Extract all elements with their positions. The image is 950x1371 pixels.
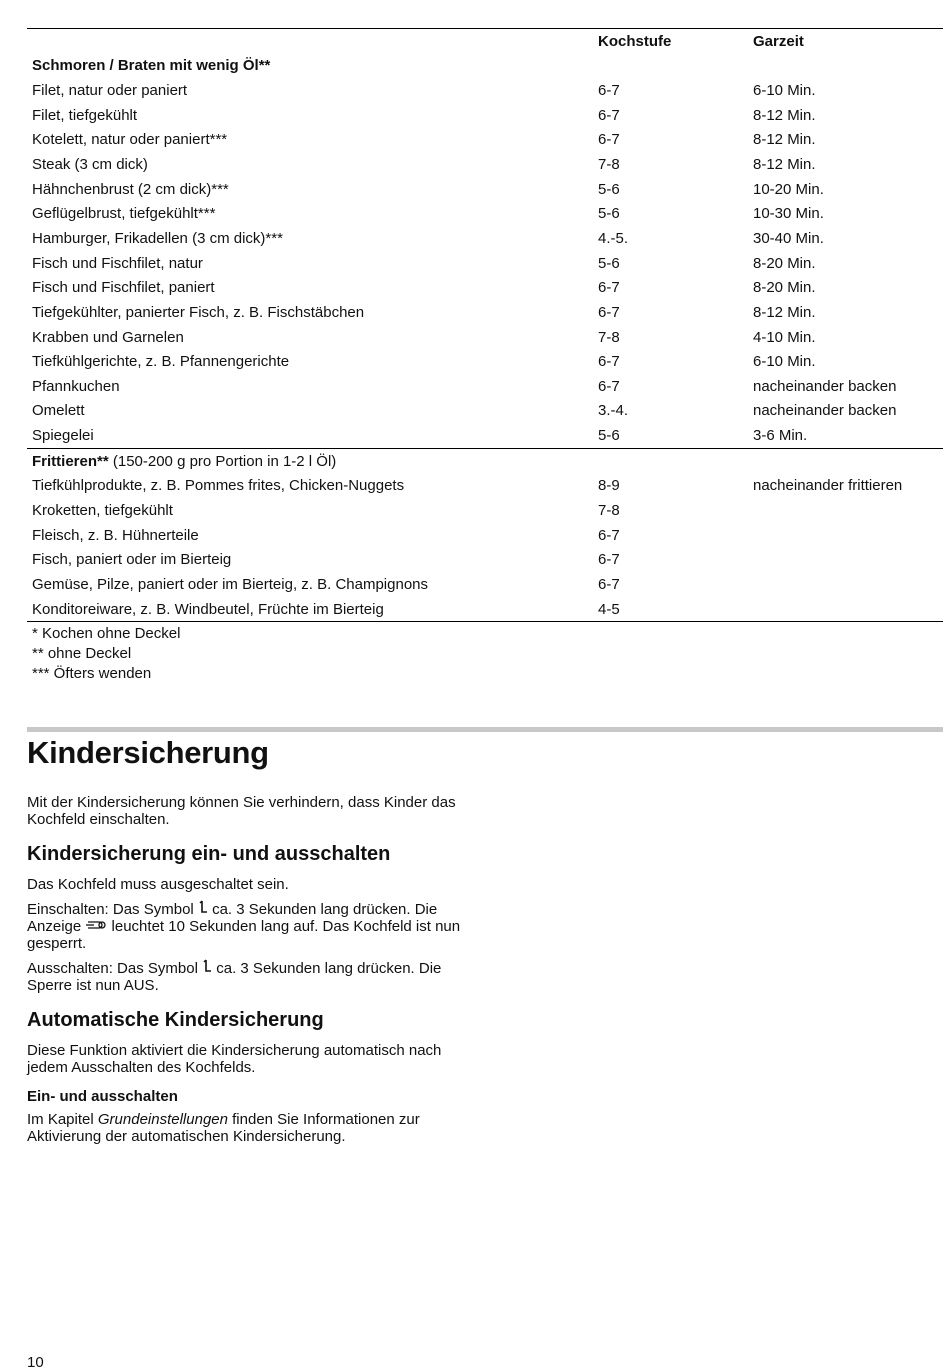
- table-row: [27, 325, 943, 350]
- cell-time: [748, 572, 943, 597]
- cell-time: 8-20 Min.: [753, 254, 816, 272]
- paragraph-einschalten: [27, 900, 477, 952]
- cell-level: 5-6: [598, 427, 620, 445]
- cell-time: 6-10 Min.: [753, 353, 816, 371]
- content-column: [27, 794, 477, 1152]
- cell-level: 6-7: [598, 303, 620, 321]
- footnote: * Kochen ohne Deckel: [32, 625, 181, 642]
- cell-food: Fisch, paniert oder im Bierteig: [32, 551, 232, 569]
- table-row: [27, 103, 943, 128]
- lock-indicator-icon: [85, 918, 107, 935]
- text: finden Sie Informationen zur Aktivierung der automatischen Kindersicherung.: [27, 1111, 420, 1145]
- cell-food: Filet, natur oder paniert: [32, 82, 188, 100]
- text: ca. 3 Sekunden lang drücken. Die Sperre ist nun AUS.: [27, 960, 442, 994]
- text: ca. 3 Sekunden lang drücken. Die Anzeige: [27, 901, 438, 935]
- cell-time: 30-40 Min.: [753, 229, 824, 247]
- cell-time: nacheinander backen: [753, 402, 897, 420]
- table-row: [27, 152, 943, 177]
- cell-food: Konditoreiware, z. B. Windbeutel, Früchte im Bierteig: [32, 600, 384, 618]
- cell-time: 8-20 Min.: [753, 279, 816, 297]
- cell-time: 10-30 Min.: [753, 205, 824, 223]
- cooking-table-container: [27, 28, 943, 622]
- header-food: [27, 29, 593, 54]
- footnotes: [32, 624, 180, 684]
- paragraph: Das Kochfeld muss ausgeschaltet sein.: [27, 876, 289, 893]
- table-header-row: [27, 29, 943, 54]
- cell-level: 4-5: [598, 600, 620, 618]
- cell-level: 6-7: [598, 526, 620, 544]
- cell-food: Kotelett, natur oder paniert***: [32, 131, 228, 149]
- cell-time: 6-10 Min.: [753, 82, 816, 100]
- table-row: [27, 547, 943, 572]
- subheading-automatic: Automatische Kindersicherung: [27, 1009, 324, 1031]
- intro-text: Mit der Kindersicherung können Sie verhindern, dass Kinder das Kochfeld einschalten.: [27, 794, 456, 828]
- cell-level: 6-7: [598, 82, 620, 100]
- table-row: [27, 300, 943, 325]
- cell-time: [748, 498, 943, 523]
- page-title: Kindersicherung: [27, 735, 269, 770]
- footnote: ** ohne Deckel: [32, 645, 132, 662]
- header-time: Garzeit: [753, 32, 804, 50]
- table-body: [27, 54, 943, 622]
- cell-time: [748, 523, 943, 548]
- cell-level: 6-7: [598, 377, 620, 395]
- table-row: [27, 78, 943, 103]
- text: Ausschalten: Das Symbol: [27, 960, 203, 977]
- text: Einschalten: Das Symbol: [27, 901, 198, 918]
- cell-food: Omelett: [32, 402, 85, 420]
- key-symbol-icon: [202, 959, 212, 977]
- table-row: [27, 374, 943, 399]
- section-title: Schmoren / Braten mit wenig Öl**: [32, 57, 271, 75]
- cell-time: [748, 597, 943, 622]
- cell-food: Filet, tiefgekühlt: [32, 106, 138, 124]
- table-row: [27, 226, 943, 251]
- subheading-on-off: Ein- und ausschalten: [27, 1088, 178, 1105]
- cell-level: 6-7: [598, 106, 620, 124]
- table-row: [27, 177, 943, 202]
- table-row: [27, 399, 943, 424]
- cell-level: 5-6: [598, 180, 620, 198]
- cell-level: 7-8: [598, 328, 620, 346]
- paragraph-ausschalten: [27, 959, 477, 994]
- cell-time: 10-20 Min.: [753, 180, 824, 198]
- cell-level: 5-6: [598, 205, 620, 223]
- table-row: [27, 572, 943, 597]
- table-row: [27, 201, 943, 226]
- table-row: [27, 597, 943, 622]
- cell-time: nacheinander frittieren: [753, 477, 903, 495]
- table-row: [27, 275, 943, 300]
- cell-food: Gemüse, Pilze, paniert oder im Bierteig, z. B. Champignons: [32, 575, 429, 593]
- cell-food: Pfannkuchen: [32, 377, 120, 395]
- cell-level: 6-7: [598, 353, 620, 371]
- cell-level: 6-7: [598, 131, 620, 149]
- table-row: [27, 251, 943, 276]
- cell-time: 8-12 Min.: [753, 303, 816, 321]
- cell-food: Hähnchenbrust (2 cm dick)***: [32, 180, 229, 198]
- cell-food: Fisch und Fischfilet, paniert: [32, 279, 215, 297]
- cell-time: [748, 547, 943, 572]
- cell-food: Tiefkühlgerichte, z. B. Pfannengerichte: [32, 353, 290, 371]
- page-number: 10: [27, 1354, 44, 1371]
- cell-food: Steak (3 cm dick): [32, 156, 148, 174]
- cell-level: 6-7: [598, 575, 620, 593]
- section-subtitle: (150-200 g pro Portion in 1-2 l Öl): [108, 452, 337, 470]
- cell-food: Tiefgekühlter, panierter Fisch, z. B. Fischstäbchen: [32, 303, 365, 321]
- cell-time: 8-12 Min.: [753, 106, 816, 124]
- cell-time: 4-10 Min.: [753, 328, 816, 346]
- subheading-toggle: Kindersicherung ein- und ausschalten: [27, 843, 391, 865]
- table-row: [27, 349, 943, 374]
- text: leuchtet 10 Sekunden lang auf. Das Kochfeld ist nun gesperrt.: [27, 918, 461, 952]
- table-row: [27, 128, 943, 153]
- section-row-frittieren: [27, 448, 943, 473]
- cell-level: 5-6: [598, 254, 620, 272]
- key-symbol-icon: [198, 900, 208, 918]
- section-row-schmoren: [27, 54, 943, 79]
- header-level: Kochstufe: [598, 32, 672, 50]
- section-divider: [27, 727, 943, 732]
- cell-time: 8-12 Min.: [753, 131, 816, 149]
- cell-level: 6-7: [598, 551, 620, 569]
- table-row: [27, 423, 943, 448]
- chapter-reference: Grundeinstellungen: [97, 1111, 228, 1128]
- cell-time: 8-12 Min.: [753, 156, 816, 174]
- cooking-table: [27, 28, 943, 622]
- text: Im Kapitel: [27, 1111, 98, 1128]
- table-row: [27, 523, 943, 548]
- cell-time: 3-6 Min.: [753, 427, 808, 445]
- cell-food: Geflügelbrust, tiefgekühlt***: [32, 205, 216, 223]
- section-title: Frittieren**: [32, 452, 109, 470]
- footnote: *** Öfters wenden: [32, 665, 152, 682]
- table-row: [27, 498, 943, 523]
- table-row: [27, 474, 943, 499]
- cell-time: nacheinander backen: [753, 377, 897, 395]
- cell-food: Kroketten, tiefgekühlt: [32, 501, 173, 519]
- cell-level: 8-9: [598, 477, 620, 495]
- cell-food: Fleisch, z. B. Hühnerteile: [32, 526, 199, 544]
- cell-food: Hamburger, Frikadellen (3 cm dick)***: [32, 229, 283, 247]
- cell-level: 6-7: [598, 279, 620, 297]
- cell-food: Spiegelei: [32, 427, 94, 445]
- cell-level: 3.-4.: [598, 402, 629, 420]
- cell-level: 7-8: [598, 501, 620, 519]
- cell-food: Tiefkühlprodukte, z. B. Pommes frites, Chicken-Nuggets: [32, 477, 405, 495]
- paragraph: Diese Funktion aktiviert die Kindersicherung automatisch nach jedem Ausschalten des Kochfelds.: [27, 1042, 442, 1076]
- cell-level: 7-8: [598, 156, 620, 174]
- cell-food: Fisch und Fischfilet, natur: [32, 254, 203, 272]
- cell-food: Krabben und Garnelen: [32, 328, 184, 346]
- cell-level: 4.-5.: [598, 229, 629, 247]
- paragraph-reference: [27, 1111, 477, 1145]
